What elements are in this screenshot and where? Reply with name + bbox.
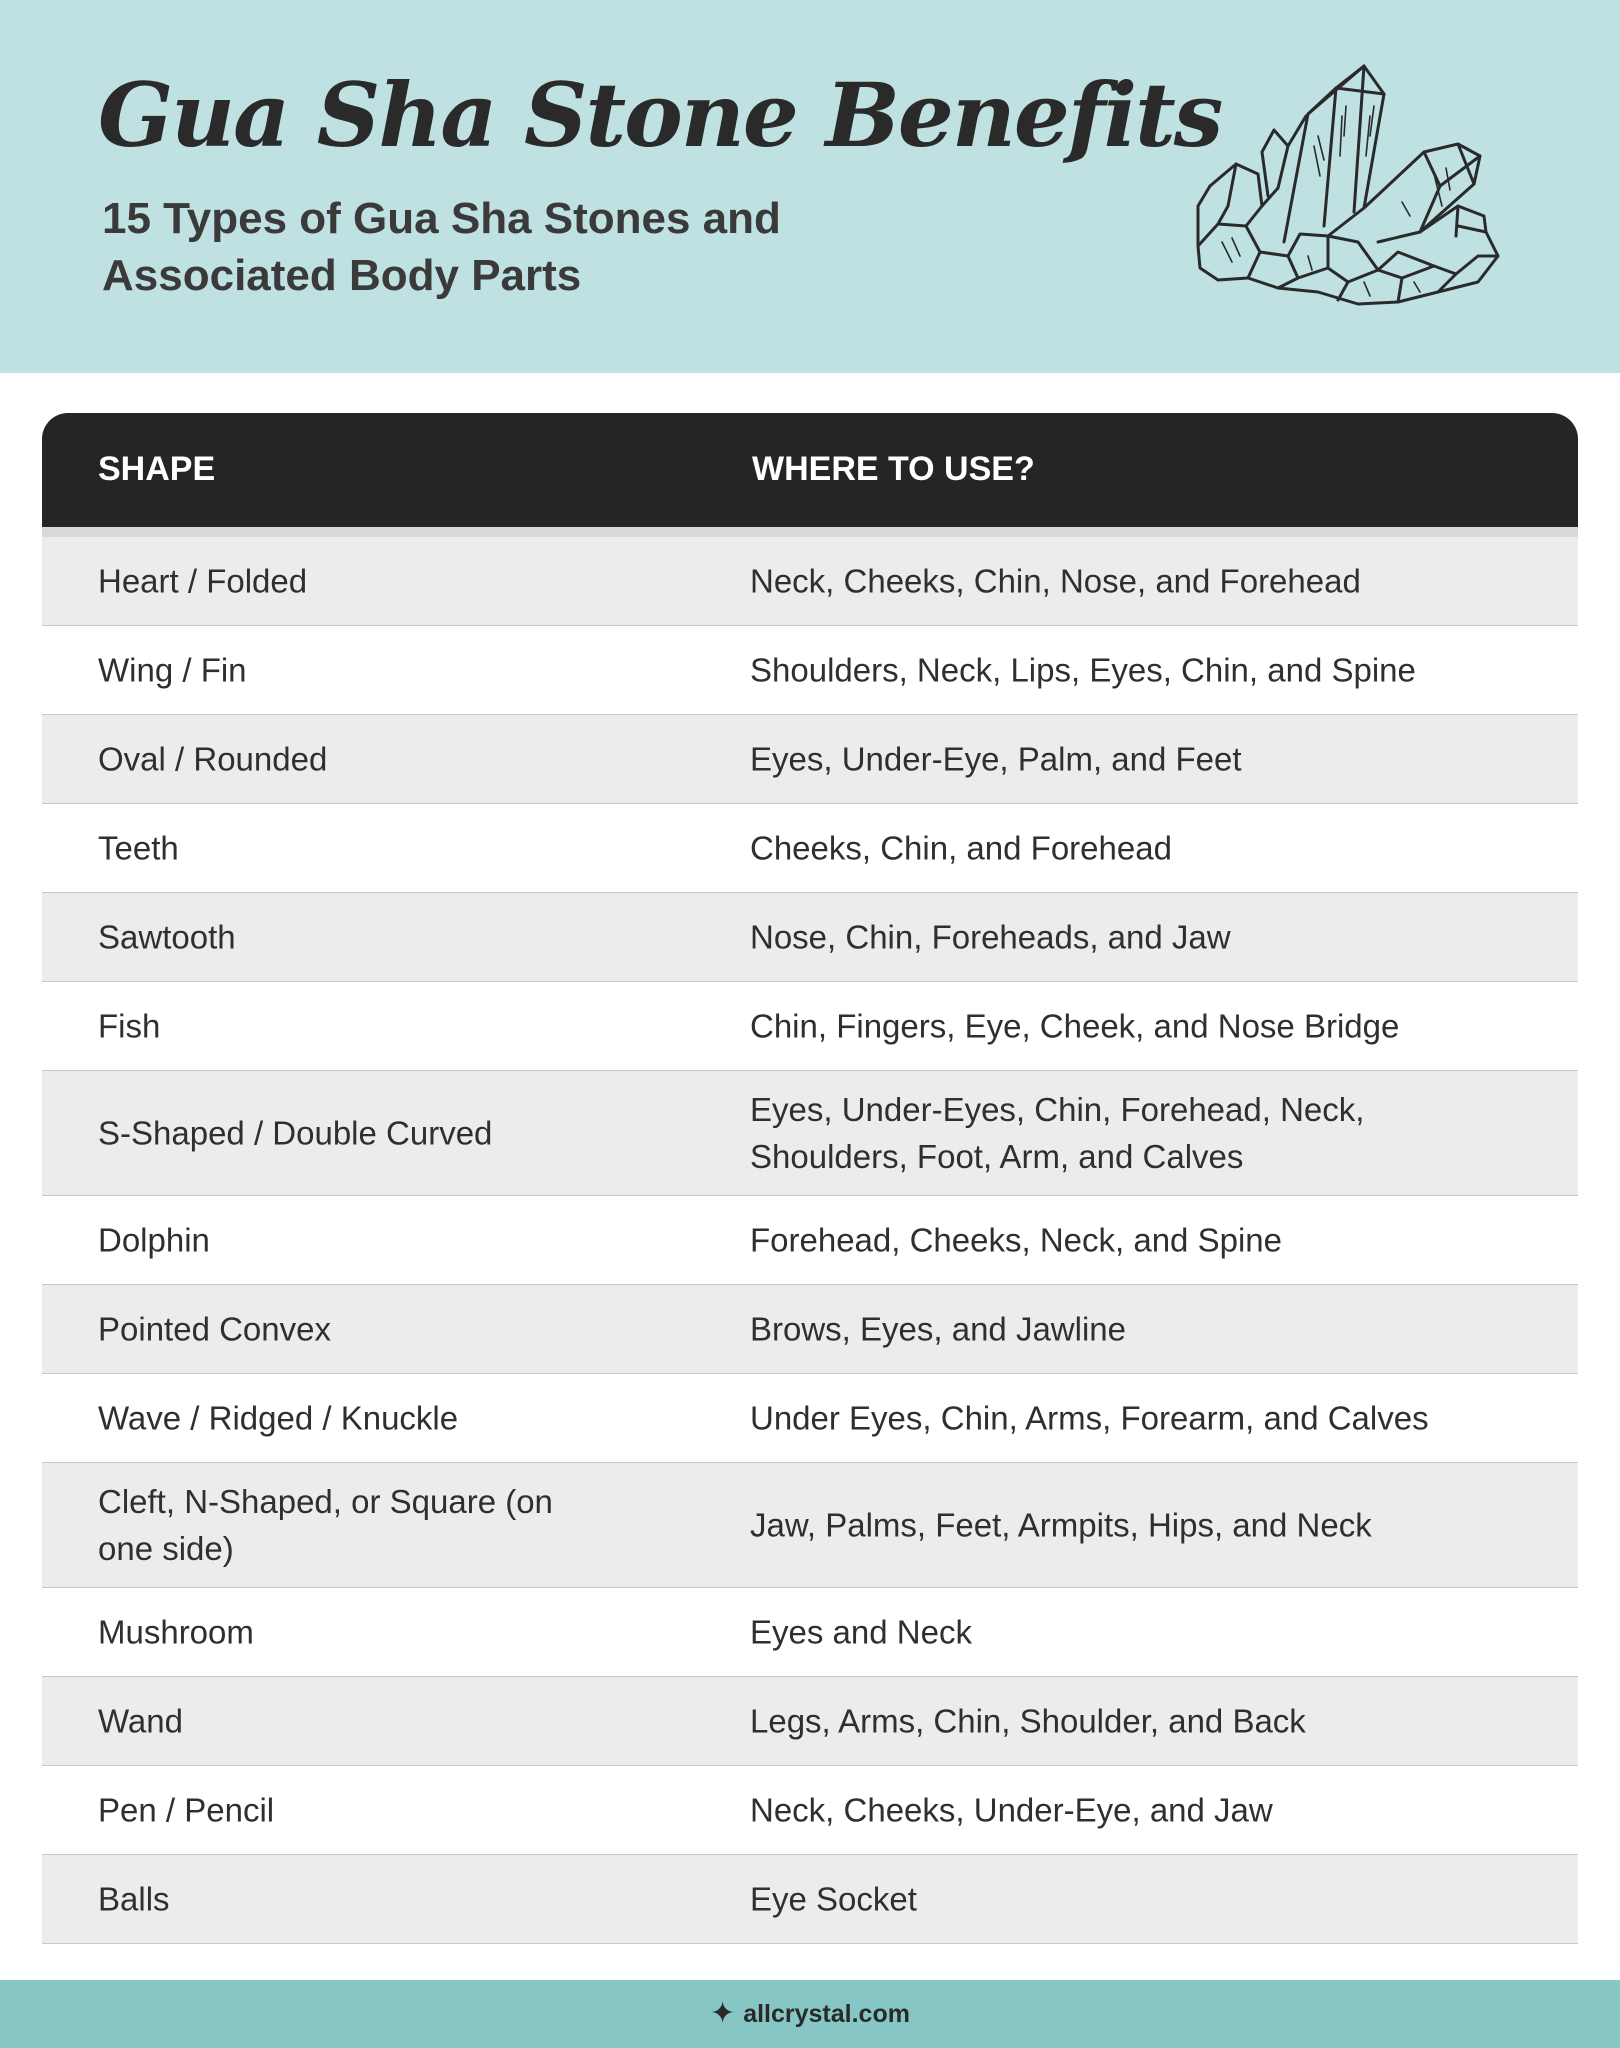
page-title: Gua Sha Stone Benefits: [98, 63, 1222, 167]
footer-site-link[interactable]: allcrystal.com: [743, 1999, 910, 2028]
use-cell: Chin, Fingers, Eye, Cheek, and Nose Bridge: [750, 1007, 1400, 1045]
use-cell: Jaw, Palms, Feet, Armpits, Hips, and Neck: [750, 1506, 1372, 1544]
shape-cell: Dolphin: [98, 1221, 210, 1259]
table-row: [42, 1285, 1578, 1374]
table-row: [42, 1463, 1578, 1588]
shape-cell: Mushroom: [98, 1613, 254, 1651]
shape-cell: Teeth: [98, 829, 179, 867]
shape-cell: Pen / Pencil: [98, 1791, 275, 1829]
header: [0, 0, 1620, 373]
gua-sha-table: [42, 413, 1578, 1944]
table-row: [42, 804, 1578, 893]
shape-cell: Wing / Fin: [98, 651, 247, 689]
shape-cell: Cleft, N-Shaped, or Square (on one side): [98, 1483, 553, 1567]
use-cell: Brows, Eyes, and Jawline: [750, 1310, 1127, 1348]
footer: [0, 1980, 1620, 2048]
shape-cell: Heart / Folded: [98, 562, 308, 600]
table-row: [42, 1196, 1578, 1285]
table-row: [42, 1588, 1578, 1677]
header-divider: [42, 527, 1578, 537]
crystal-cluster-icon: [1188, 56, 1508, 316]
shape-cell: Wand: [98, 1702, 183, 1740]
shape-cell: S-Shaped / Double Curved: [98, 1114, 493, 1152]
table-row: [42, 537, 1578, 626]
use-cell: Eyes and Neck: [750, 1613, 972, 1651]
table-row: [42, 1855, 1578, 1944]
table-row: [42, 1677, 1578, 1766]
table-row: [42, 626, 1578, 715]
table-row: [42, 1766, 1578, 1855]
column-header-shape: SHAPE: [98, 450, 216, 488]
shape-cell: Fish: [98, 1007, 161, 1045]
shape-cell: Oval / Rounded: [98, 740, 328, 778]
use-cell: Eyes, Under-Eye, Palm, and Feet: [750, 740, 1242, 778]
table-row: [42, 893, 1578, 982]
use-cell: Nose, Chin, Foreheads, and Jaw: [750, 918, 1231, 956]
use-cell: Shoulders, Neck, Lips, Eyes, Chin, and Spine: [750, 651, 1416, 689]
use-cell: Neck, Cheeks, Under-Eye, and Jaw: [750, 1791, 1273, 1829]
page-subtitle: 15 Types of Gua Sha Stones and Associated Body Parts: [102, 194, 781, 300]
use-cell: Legs, Arms, Chin, Shoulder, and Back: [750, 1702, 1306, 1740]
sparkle-icon: ✦: [710, 1997, 736, 2030]
table-row: [42, 1374, 1578, 1463]
table-row: [42, 982, 1578, 1071]
use-cell: Eyes, Under-Eyes, Chin, Forehead, Neck, Shoulders, Foot, Arm, and Calves: [750, 1091, 1365, 1175]
use-cell: Forehead, Cheeks, Neck, and Spine: [750, 1221, 1282, 1259]
use-cell: Cheeks, Chin, and Forehead: [750, 829, 1172, 867]
table-row: [42, 715, 1578, 804]
shape-cell: Sawtooth: [98, 918, 236, 956]
table-header: [42, 413, 1578, 527]
use-cell: Neck, Cheeks, Chin, Nose, and Forehead: [750, 562, 1361, 600]
column-header-where-to-use: WHERE TO USE?: [752, 450, 1035, 488]
table-row: [42, 1071, 1578, 1196]
use-cell: Under Eyes, Chin, Arms, Forearm, and Calves: [750, 1399, 1429, 1437]
shape-cell: Wave / Ridged / Knuckle: [98, 1399, 459, 1437]
shape-cell: Pointed Convex: [98, 1310, 331, 1348]
shape-cell: Balls: [98, 1880, 170, 1918]
use-cell: Eye Socket: [750, 1880, 917, 1918]
